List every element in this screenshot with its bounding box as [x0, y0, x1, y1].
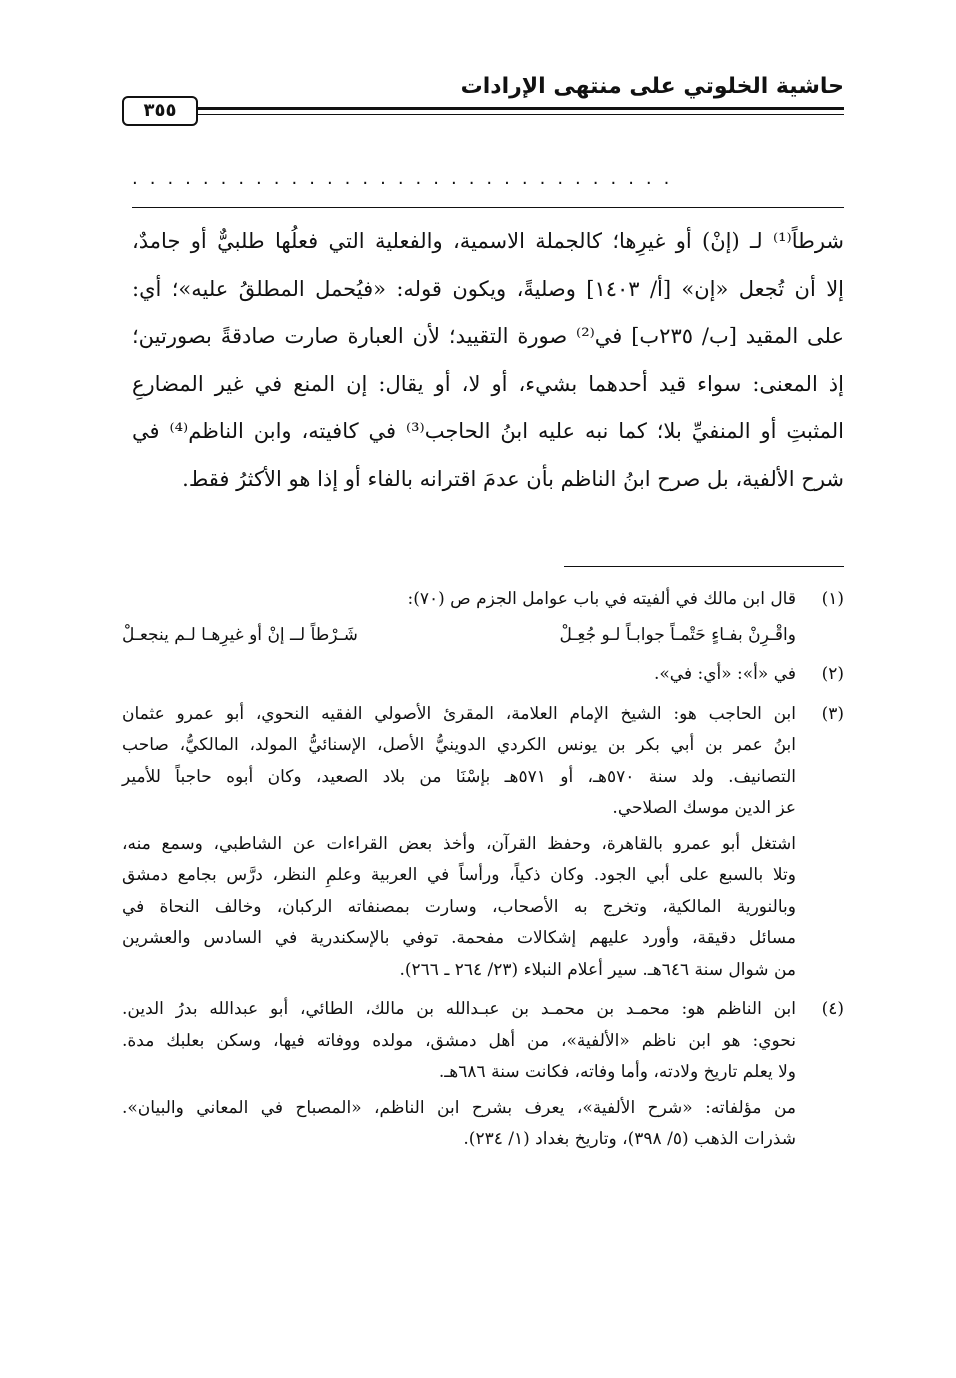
main-line: شرطاً⁽¹⁾ لـ (إنْ) أو غيرِها؛ كالجملة الاسمية، والفعلية التي فعلُها طلبيٌّ أو جامدٌ، — [132, 229, 844, 253]
ellipsis-separator: ............................... — [132, 168, 682, 189]
main-line: إلا أن تُجعل «إن» [أ/ ١٤٠٣] وصليةً، ويكون قوله: «فيُحمل المطلقُ عليه»؛ أي: — [132, 276, 844, 301]
main-line: على المقيد [ب/ ٢٣٥ب] في⁽²⁾ صورة التقييد؛ لأن العبارة صارت صادقةً بصورتين؛ — [132, 324, 845, 348]
footnote-paragraph — [122, 1093, 796, 1156]
footnote-line: عز الدين موسك الصلاحي. — [612, 798, 796, 818]
footnote-line: نحوي: هو ابن ناظم «الألفية»، من أهل دمشق، مولده ووفاته فيها، وسكن بعلبك مدة. — [122, 1030, 796, 1051]
main-line: شرح الألفية، بل صرح ابنُ الناظم بأن عدمَ اقترانه بالفاء أو إذا هو الأكثرُ فقط. — [182, 466, 844, 491]
footnote-4 — [122, 994, 844, 1156]
footnote-line: ابن الناظم هو: محمـد بن محمـد بن عبـدالله بن مالك، الطائي، أبو عبدالله بدرُ الدين. — [122, 999, 796, 1019]
main-line: المثبتِ أو المنفيِّ بلا؛ كما نبه عليه ابنُ الحاجب⁽³⁾ في كافيته، وابن الناظم⁽⁴⁾ في — [132, 419, 844, 443]
footnote-line: مسائل دقيقة، وأورد عليهم إشكالات مفحمة. توفي بالإسكندرية في السادس والعشرين — [122, 928, 796, 948]
footnote-number: (٤) — [821, 999, 844, 1019]
footnote-2 — [122, 659, 844, 691]
poetry-verse — [122, 620, 796, 652]
footnote-1 — [122, 584, 844, 651]
header-rule-thick — [198, 107, 844, 110]
footnote-line: وبالنورية المالكية، وتخرج به الأصحاب، وسارت بمصنفاته الركبان، وخالف النحاة في — [122, 896, 796, 917]
footnote-line: ابن الحاجب هو: الشيخ الإمام العلامة، المقرئ الأصولي الفقيه النحوي، أبو عمرو عثمان — [122, 703, 796, 724]
footnote-line: شذرات الذهب (٥/ ٣٩٨)، وتاريخ بغداد (١/ ٢٣٤). — [463, 1129, 796, 1149]
text-top-rule — [132, 207, 844, 208]
footnote-line: قال ابن مالك في ألفيته في باب عوامل الجزم ص (٧٠): — [407, 589, 796, 609]
footnote-line: ابنُ عمر بن أبي بكر بن يونس الكردي الدوينيُّ الأصل، الإسنائيُّ المولد، المالكيُّ، صاحب — [122, 735, 796, 755]
footnote-line: اشتغل أبو عمرو بالقاهرة، وحفظ القرآن، وأخذ بعض القراءات عن الشاطبي، وسمع منه، — [122, 833, 796, 854]
footnote-number: (١) — [821, 589, 844, 609]
page-header-title: حاشية الخلوتي على منتهى الإرادات — [460, 74, 844, 99]
footnote-paragraph — [122, 829, 796, 987]
verse-second-hemistich: شَـرْطاً لــ إنْ أو غيرِهـا لـم ينجعـلْ — [122, 624, 358, 645]
footnote-line: التصانيف. ولد سنة ٥٧٠هـ، أو ٥٧١هـ بإسْنَا من بلاد الصعيد، وكان أبوه حاجباً للأمير — [122, 766, 796, 787]
footnote-number: (٣) — [821, 703, 844, 724]
main-line: إذ المعنى: سواء قيد أحدهما بشيء، أو لا، أو يقال: إن المنع في غير المضارعِ — [132, 371, 844, 396]
footnote-line: في «أ»: «أي: في». — [653, 664, 796, 684]
footnote-line: ولا يعلم تاريخ ولادته، وأما وفاته، فكانت سنة ٦٨٦هـ. — [438, 1062, 796, 1082]
footnote-line: وتلا بالسبع على أبي الجود. وكان ذكياً، ورأساً في العربية وعلمِ النظر، درَّس بجامع دمشق — [122, 865, 796, 885]
footnote-line: من مؤلفاته: «شرح الألفية»، يعرف بشرح ابن الناظم، «المصباح في المعاني والبيان». — [122, 1097, 796, 1118]
footnotes-section — [122, 584, 844, 1164]
footnote-number: (٢) — [821, 664, 844, 684]
footnote-3 — [122, 699, 844, 987]
main-body-text — [132, 218, 844, 503]
page-number: ٣٥٥ — [122, 96, 198, 126]
footnote-line: من شوال سنة ٦٤٦هـ. سير أعلام النبلاء (٢٣/ ٢٦٤ ـ ٢٦٦). — [399, 959, 796, 980]
footnote-separator — [564, 566, 844, 567]
verse-first-hemistich: واقْـرِنْ بفـاءٍ حَتْمـاً جوابـاً لـو جُعِـلْ — [559, 624, 796, 645]
header-rule-thin — [198, 114, 844, 115]
